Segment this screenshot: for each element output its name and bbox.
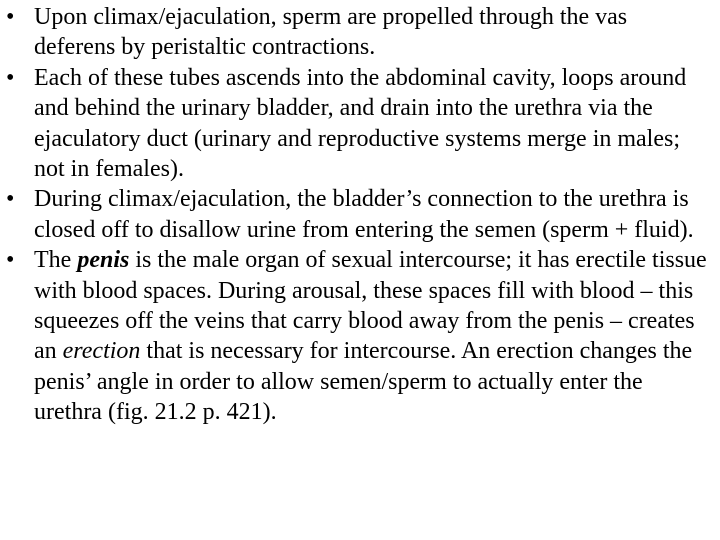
bullet-text-segment: is the male organ of sexual intercourse; it has erectile tissue with blood spaces. During arousal, these spaces fill with blood – this squeezes off the veins that carry blood away from the penis – creates an (34, 247, 707, 365)
bullet-list (6, 2, 714, 428)
bullet-marker: • (6, 247, 15, 274)
bullet-text-segment: During climax/ejaculation, the bladder’s connection to the urethra is closed off to disallow urine from entering the semen (sperm + fluid). (34, 186, 694, 243)
bullet-text-segment: that is necessary for intercourse. An erection changes the penis’ angle in order to allow semen/sperm to actually enter the urethra (fig. 21.2 p. 421). (34, 338, 693, 426)
term-penis: penis (77, 247, 130, 274)
bullet-marker: • (6, 4, 15, 30)
bullet-item (6, 245, 714, 427)
bullet-text (34, 65, 686, 182)
term-erection: erection (62, 338, 141, 365)
bullet-text (34, 247, 707, 425)
bullet-text-segment: Upon climax/ejaculation, sperm are propelled through the vas deferens by peristaltic contractions. (34, 4, 628, 61)
bullet-text (34, 4, 627, 60)
bullet-item (6, 63, 714, 185)
bullet-text-segment: Each of these tubes ascends into the abdominal cavity, loops around and behind the urinary bladder, and drain into the urethra via the ejaculatory duct (urinary and reproductive systems merge in males; not in females). (34, 64, 687, 183)
bullet-marker: • (6, 186, 15, 213)
bullet-text-segment: The (34, 247, 78, 274)
bullet-item (6, 2, 714, 63)
bullet-item (6, 184, 714, 245)
bullet-text (34, 186, 694, 242)
bullet-marker: • (6, 64, 15, 91)
